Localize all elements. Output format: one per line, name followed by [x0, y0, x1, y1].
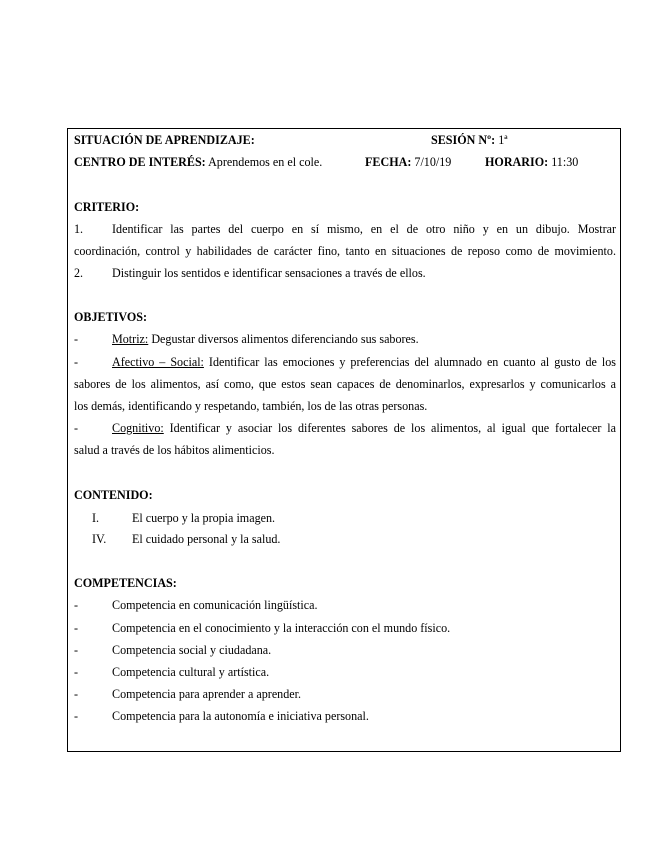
objetivo-item [112, 332, 419, 346]
centro-value: Aprendemos en el cole. [208, 155, 323, 169]
objetivo-label: Cognitivo: [112, 421, 164, 435]
objetivo-text: Degustar diversos alimentos diferenciando sus sabores. [151, 332, 419, 346]
criterio-num: 1. [74, 222, 84, 236]
objetivo-text: salud a través de los hábitos alimenticios. [74, 443, 275, 457]
competencias-heading: COMPETENCIAS: [74, 576, 177, 590]
competencia-text: Competencia en el conocimiento y la interacción con el mundo físico. [112, 621, 451, 635]
criterio-text: Distinguir los sentidos e identificar sensaciones a través de ellos. [112, 266, 426, 280]
competencia-dash: - [74, 709, 79, 723]
contenido-text: El cuidado personal y la salud. [132, 532, 281, 546]
objetivo-item [112, 355, 616, 369]
criterio-num: 2. [74, 266, 84, 280]
horario-label: HORARIO: [485, 155, 549, 169]
contenido-heading: CONTENIDO: [74, 488, 153, 502]
contenido-num: IV. [92, 532, 107, 546]
competencia-text: Competencia para la autonomía e iniciativa personal. [112, 709, 369, 723]
competencia-dash: - [74, 598, 79, 612]
objetivo-text: Identificar y asociar los diferentes sabores de los alimentos, al igual que fortalecer la [169, 421, 616, 435]
criterio-text: Identificar las partes del cuerpo en sí mismo, en el de otro niño y en un dibujo. Mostrar [112, 222, 616, 236]
sesion-value: 1ª [498, 133, 508, 147]
centro-label: CENTRO DE INTERÉS: [74, 155, 206, 169]
centro-field [74, 155, 322, 169]
objetivo-text: sabores de los alimentos, así como, que estos sean capaces de denominarlos, expresarlos y comunicarlos a [74, 377, 616, 391]
fecha-field [365, 155, 451, 169]
objetivo-label: Motriz: [112, 332, 149, 346]
competencia-text: Competencia para aprender a aprender. [112, 687, 302, 701]
fecha-label: FECHA: [365, 155, 412, 169]
objetivo-dash: - [74, 355, 79, 369]
competencia-text: Competencia social y ciudadana. [112, 643, 272, 657]
contenido-text: El cuerpo y la propia imagen. [132, 511, 276, 525]
objetivo-item [112, 421, 616, 435]
objetivo-dash: - [74, 421, 79, 435]
horario-field [485, 155, 578, 169]
competencia-dash: - [74, 643, 79, 657]
objetivo-text: Identificar las emociones y preferencias del alumnado en cuanto al gusto de los [208, 355, 616, 369]
competencia-dash: - [74, 665, 79, 679]
sesion-field [431, 133, 508, 147]
objetivo-dash: - [74, 332, 79, 346]
fecha-value: 7/10/19 [414, 155, 452, 169]
criterio-text: coordinación, control y habilidades de carácter fino, tanto en situaciones de reposo como de movimiento. [74, 244, 616, 258]
situacion-label: SITUACIÓN DE APRENDIZAJE: [74, 133, 255, 147]
objetivo-label: Afectivo – Social: [112, 355, 204, 369]
contenido-num: I. [92, 511, 100, 525]
competencia-dash: - [74, 621, 79, 635]
horario-value: 11:30 [551, 155, 579, 169]
objetivo-text: los demás, identificando y respetando, también, los de las otras personas. [74, 399, 428, 413]
sesion-label: SESIÓN Nº: [431, 133, 496, 147]
criterio-heading: CRITERIO: [74, 200, 140, 214]
competencia-text: Competencia en comunicación lingüística. [112, 598, 318, 612]
competencia-dash: - [74, 687, 79, 701]
objetivos-heading: OBJETIVOS: [74, 310, 148, 324]
competencia-text: Competencia cultural y artística. [112, 665, 270, 679]
